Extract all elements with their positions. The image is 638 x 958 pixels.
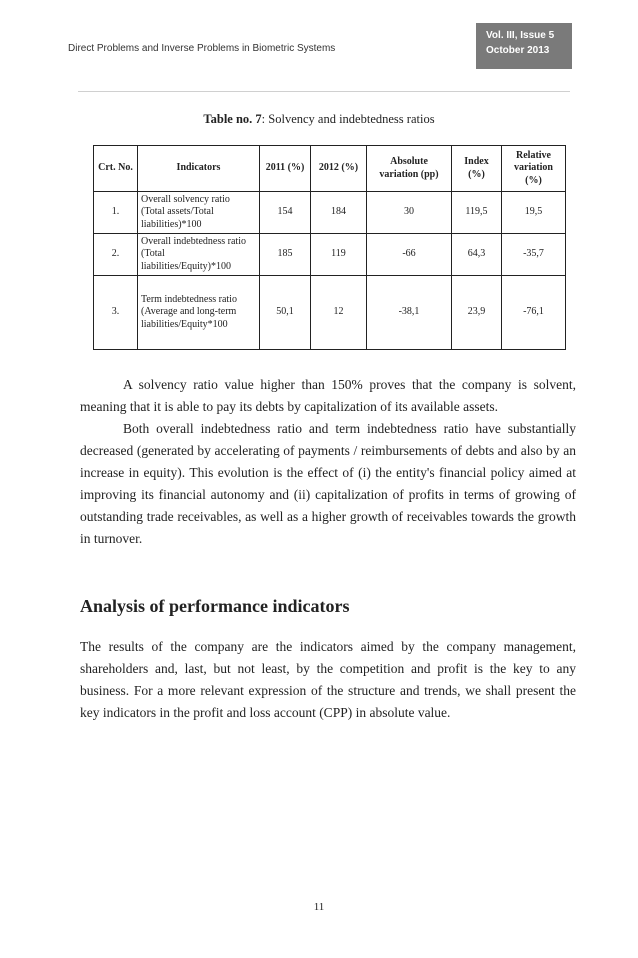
- col-header-absolute: Absolute variation (pp): [367, 146, 452, 192]
- cell-2011: 185: [260, 234, 311, 276]
- table-row: [94, 234, 566, 276]
- issue-date: October 2013: [486, 45, 550, 56]
- body-paragraphs: [80, 374, 576, 550]
- cell-no: 1.: [94, 192, 138, 234]
- cell-indicator: Term indebtedness ratio (Average and long-term liabilities/Equity*100: [138, 276, 260, 350]
- cell-2011: 154: [260, 192, 311, 234]
- cell-2011: 50,1: [260, 276, 311, 350]
- ratios-table: [93, 145, 566, 350]
- cell-absolute: -66: [367, 234, 452, 276]
- cell-index: 64,3: [452, 234, 502, 276]
- cell-indicator: Overall indebtedness ratio (Total liabilities/Equity)*100: [138, 234, 260, 276]
- section-heading: Analysis of performance indicators: [80, 596, 350, 616]
- table-caption-text: : Solvency and indebtedness ratios: [261, 112, 435, 126]
- volume-label: Vol. III, Issue 5: [486, 30, 555, 41]
- cell-absolute: 30: [367, 192, 452, 234]
- table-header-row: [94, 146, 566, 192]
- header-divider: [78, 91, 570, 92]
- cell-index: 23,9: [452, 276, 502, 350]
- cell-no: 3.: [94, 276, 138, 350]
- volume-badge: [476, 23, 572, 69]
- table-caption: [0, 112, 638, 127]
- running-title: Direct Problems and Inverse Problems in Biometric Systems: [68, 43, 336, 54]
- col-header-index: Index (%): [452, 146, 502, 192]
- cell-no: 2.: [94, 234, 138, 276]
- col-header-relative: Relative variation (%): [502, 146, 566, 192]
- cell-absolute: -38,1: [367, 276, 452, 350]
- table-caption-label: Table no. 7: [203, 112, 262, 126]
- cell-relative: 19,5: [502, 192, 566, 234]
- cell-2012: 12: [311, 276, 367, 350]
- col-header-indicators: Indicators: [138, 146, 260, 192]
- cell-index: 119,5: [452, 192, 502, 234]
- section-body: [80, 636, 576, 724]
- paragraph-indebtedness: Both overall indebtedness ratio and term indebtedness ratio have substantially decreased (generated by accelerating of payments / reimbursements of debts and also by an increase in equity). This evolution is the effect of (i) the entity's financial policy aimed at improving its financial autonomy and (ii) capitalization of profits in terms of growing of outstanding trade receivables, as well as a higher growth of receivables towards the growth in turnover.: [80, 421, 576, 546]
- cell-2012: 184: [311, 192, 367, 234]
- paragraph-solvency: A solvency ratio value higher than 150% proves that the company is solvent, meaning that it is able to pay its debts by capitalization of its available assets.: [80, 377, 576, 414]
- cell-relative: -35,7: [502, 234, 566, 276]
- table-row: [94, 276, 566, 350]
- paragraph-performance: The results of the company are the indicators aimed by the company management, shareholders and, last, but not least, by the competition and profit is the key to any business. For a more relevant expression of the structure and trends, we shall present the key indicators in the profit and loss account (CPP) in absolute value.: [80, 639, 576, 720]
- page-number: 11: [313, 901, 325, 913]
- col-header-no: Crt. No.: [94, 146, 138, 192]
- cell-indicator: Overall solvency ratio (Total assets/Total liabilities)*100: [138, 192, 260, 234]
- cell-relative: -76,1: [502, 276, 566, 350]
- col-header-2012: 2012 (%): [311, 146, 367, 192]
- table-row: [94, 192, 566, 234]
- cell-2012: 119: [311, 234, 367, 276]
- col-header-2011: 2011 (%): [260, 146, 311, 192]
